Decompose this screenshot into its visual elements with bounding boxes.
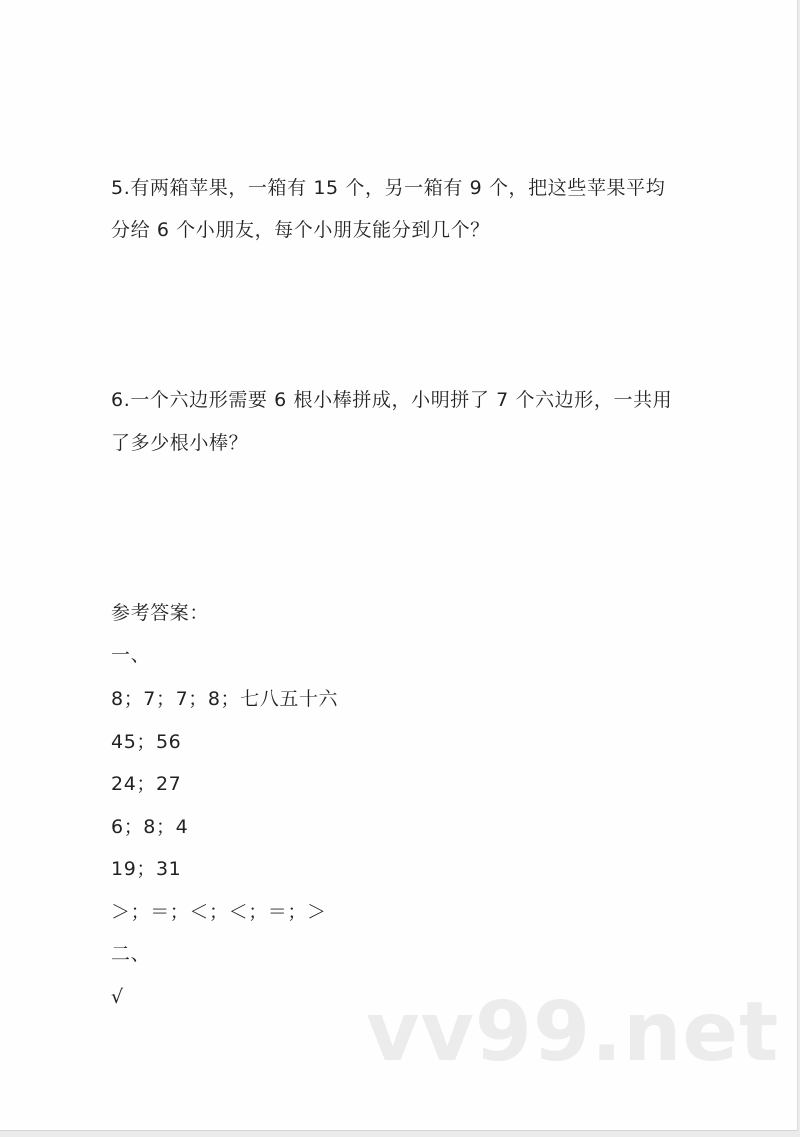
answer-item: 19；31 bbox=[111, 858, 182, 880]
answer-item: √ bbox=[111, 986, 124, 1008]
answer-item: 45；56 bbox=[111, 731, 182, 753]
question-5-line-2: 分给 6 个小朋友，每个小朋友能分到几个？ bbox=[111, 219, 490, 241]
answer-item: 8；7；7；8；七八五十六 bbox=[111, 688, 339, 710]
watermark-text: vv99.net bbox=[366, 985, 780, 1080]
answer-section-1-label: 一、 bbox=[111, 644, 151, 666]
answers-heading: 参考答案： bbox=[111, 602, 210, 624]
answer-item: 6；8；4 bbox=[111, 816, 189, 838]
question-6-line-2: 了多少根小棒？ bbox=[111, 432, 249, 454]
answer-item: ＞；＝；＜；＜；＝；＞ bbox=[111, 901, 327, 923]
question-6-line-1: 6.一个六边形需要 6 根小棒拼成，小明拼了 7 个六边形，一共用 bbox=[111, 389, 673, 411]
question-5-line-1: 5.有两箱苹果，一箱有 15 个，另一箱有 9 个，把这些苹果平均 bbox=[111, 177, 666, 199]
answer-item: 24；27 bbox=[111, 773, 182, 795]
answer-section-2-label: 二、 bbox=[111, 943, 151, 965]
